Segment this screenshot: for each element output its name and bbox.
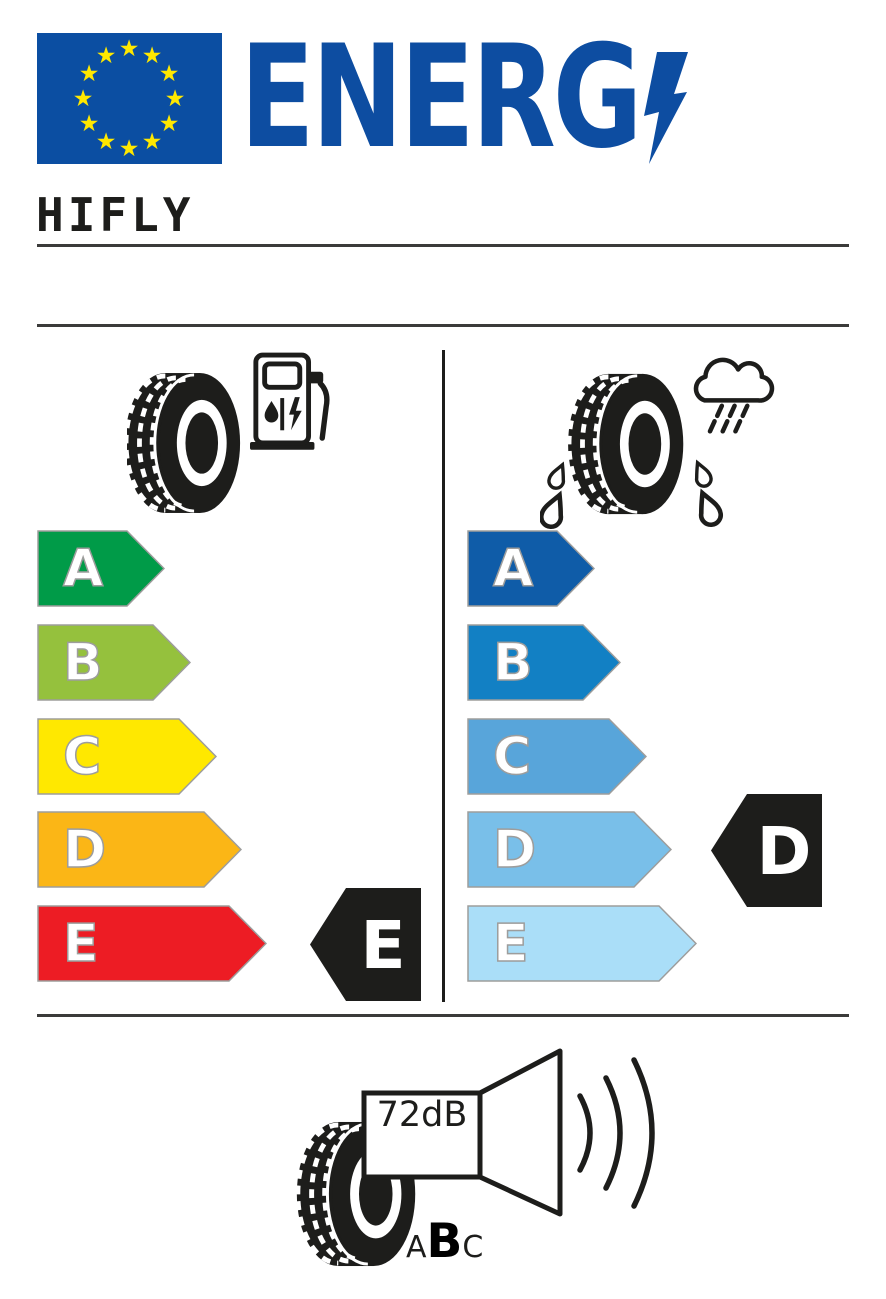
section-rule-bottom — [37, 1014, 849, 1017]
brand-title: HIFLY — [36, 188, 195, 242]
wet-class-letter-b: B — [493, 633, 533, 693]
header-rule — [37, 244, 849, 247]
fuel-rating-indicator — [310, 888, 421, 1001]
noise-class-b-selected: B — [426, 1214, 463, 1269]
eu-star-icon: ★ — [78, 61, 100, 87]
fuel-pump-icon — [250, 352, 332, 450]
fuel-class-letter-a: A — [63, 539, 104, 599]
fuel-class-row-e — [37, 905, 267, 982]
eu-star-icon: ★ — [95, 129, 117, 155]
wet-class-letter-e: E — [493, 914, 529, 974]
wet-class-row-a — [467, 530, 595, 607]
fuel-class-letter-e: E — [63, 914, 99, 974]
section-rule-top — [37, 324, 849, 327]
eu-star-icon: ★ — [141, 129, 163, 155]
fuel-rating-letter: E — [360, 907, 406, 984]
eu-star-icon: ★ — [95, 43, 117, 69]
column-divider — [442, 350, 445, 1002]
energ-logo-text: ENERG — [240, 15, 640, 180]
wet-class-row-c — [467, 718, 647, 795]
fuel-class-letter-c: C — [63, 727, 102, 787]
fuel-class-row-d — [37, 811, 242, 888]
eu-star-icon: ★ — [72, 86, 94, 112]
eu-star-icon: ★ — [141, 43, 163, 69]
rain-cloud-icon — [680, 350, 780, 438]
noise-sound-waves-icon — [572, 1048, 672, 1218]
eu-star-icon: ★ — [158, 111, 180, 137]
wet-class-row-b — [467, 624, 621, 701]
wet-class-row-e — [467, 905, 697, 982]
eu-star-icon: ★ — [164, 86, 186, 112]
fuel-class-letter-b: B — [63, 633, 103, 693]
fuel-class-row-a — [37, 530, 165, 607]
wet-class-letter-a: A — [493, 539, 534, 599]
wet-rating-indicator — [711, 794, 822, 907]
eu-star-icon: ★ — [158, 61, 180, 87]
wet-class-letter-c: C — [493, 727, 532, 787]
fuel-class-row-c — [37, 718, 217, 795]
wet-class-letter-d: D — [493, 820, 537, 880]
fuel-class-row-b — [37, 624, 191, 701]
fuel-tire-icon — [127, 368, 242, 518]
wet-rating-letter: D — [756, 813, 812, 890]
noise-class-a: A — [406, 1230, 427, 1265]
eu-star-icon: ★ — [78, 111, 100, 137]
energ-lightning-icon — [642, 52, 690, 164]
fuel-class-letter-d: D — [63, 820, 107, 880]
eu-star-icon: ★ — [118, 136, 140, 162]
eu-flag — [37, 33, 222, 164]
noise-level-value: 72dB — [376, 1095, 468, 1135]
noise-class-c: C — [462, 1230, 484, 1265]
eu-star-icon: ★ — [118, 36, 140, 62]
wet-class-row-d — [467, 811, 672, 888]
noise-class-scale — [406, 1214, 526, 1269]
